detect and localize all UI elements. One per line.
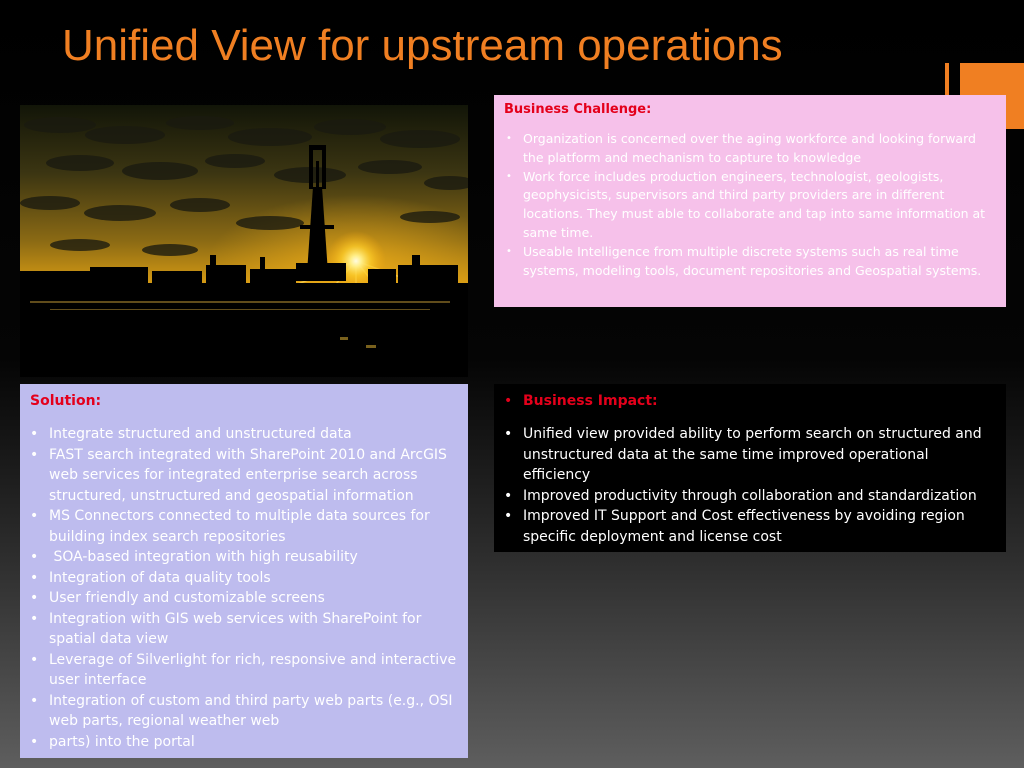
challenge-item: • Useable Intelligence from multiple discrete systems such as real time systems, modeling tools, document repositories and Geospatial systems. [504, 243, 994, 281]
impact-item: • Improved IT Support and Cost effectiveness by avoiding region specific deployment and license cost [504, 506, 996, 547]
solution-box [20, 384, 468, 758]
business-impact-heading-row [504, 392, 996, 410]
business-impact-heading-bullet: • [504, 393, 513, 409]
business-impact-box [494, 384, 1006, 552]
business-impact-list [504, 424, 996, 547]
business-challenge-box [494, 95, 1006, 307]
solution-item: • MS Connectors connected to multiple data sources for building index search repositories [30, 506, 458, 547]
challenge-item: • Work force includes production engineers, technologist, geologists, geophysicists, supervisors and third party providers are in different locations. They must able to collaborate and tap into same information at same time. [504, 168, 994, 243]
solution-item: • SOA-based integration with high reusability [30, 547, 458, 568]
oil-rig-sunset-photo [20, 105, 468, 377]
business-challenge-list [504, 130, 994, 280]
solution-item: • FAST search integrated with SharePoint 2010 and ArcGIS web services for integrated enterprise search across structured, unstructured and geospatial information [30, 445, 458, 507]
solution-heading: Solution: [30, 393, 102, 409]
slide-title: Unified View for upstream operations [62, 21, 783, 70]
solution-item: • Integrate structured and unstructured data [30, 424, 458, 445]
solution-item: • parts) into the portal [30, 732, 458, 753]
challenge-item: • Organization is concerned over the aging workforce and looking forward the platform and mechanism to capture to knowledge [504, 130, 994, 168]
business-challenge-heading: Business Challenge: [504, 102, 652, 117]
impact-item: • Unified view provided ability to perform search on structured and unstructured data at the same time improved operational efficiency [504, 424, 996, 486]
business-impact-heading: Business Impact: [523, 393, 658, 409]
solution-list [30, 424, 458, 752]
solution-item: • Leverage of Silverlight for rich, responsive and interactive user interface [30, 650, 458, 691]
solution-item: • Integration of custom and third party web parts (e.g., OSI web parts, regional weather web [30, 691, 458, 732]
solution-item: • Integration of data quality tools [30, 568, 458, 589]
impact-item: • Improved productivity through collaboration and standardization [504, 486, 996, 507]
solution-item: • Integration with GIS web services with SharePoint for spatial data view [30, 609, 458, 650]
solution-item: • User friendly and customizable screens [30, 588, 458, 609]
